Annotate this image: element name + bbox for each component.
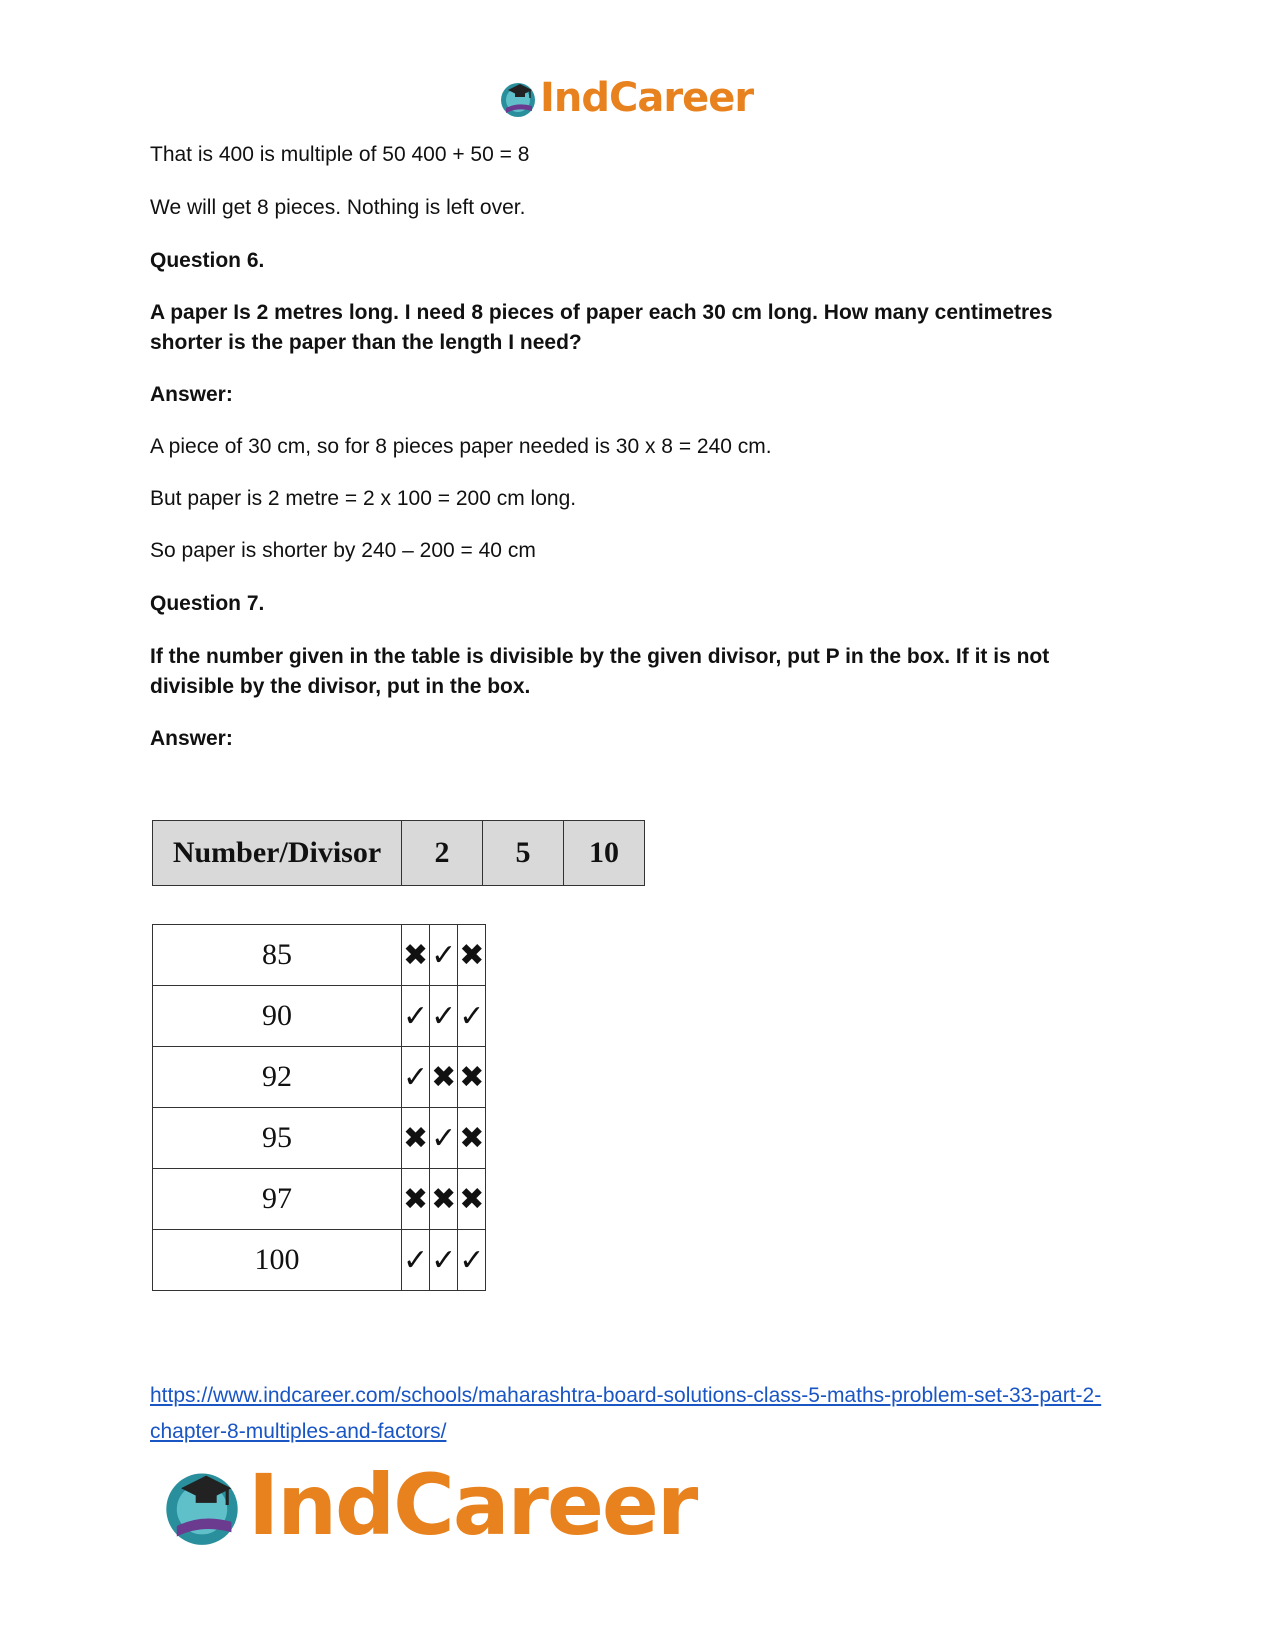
divisibility-mark: ✓ <box>458 986 486 1047</box>
table-body <box>152 924 486 1291</box>
question-6-answer-line-1: A piece of 30 cm, so for 8 pieces paper needed is 30 x 8 = 240 cm. <box>150 435 772 458</box>
header-divisor-2: 2 <box>402 821 483 886</box>
question-7-answer-label: Answer: <box>150 727 233 750</box>
divisibility-mark: ✓ <box>430 925 458 986</box>
divisibility-mark: ✖ <box>430 1047 458 1108</box>
question-6-text: A paper Is 2 metres long. I need 8 pieces of paper each 30 cm long. How many centimetres shorter is the paper than the length I need? <box>150 301 1053 354</box>
divisibility-mark: ✖ <box>430 1169 458 1230</box>
question-7-title: Question 7. <box>150 592 265 615</box>
table-row <box>153 925 486 986</box>
row-number: 100 <box>153 1230 402 1291</box>
paragraph-pieces-result: We will get 8 pieces. Nothing is left over. <box>150 196 526 219</box>
table-row <box>153 986 486 1047</box>
question-6-answer-line-2: But paper is 2 metre = 2 x 100 = 200 cm long. <box>150 487 577 510</box>
divisibility-mark: ✖ <box>458 1047 486 1108</box>
header-number-divisor: Number/Divisor <box>153 821 402 886</box>
table-row <box>153 1108 486 1169</box>
row-number: 90 <box>153 986 402 1047</box>
source-link[interactable]: https://www.indcareer.com/schools/maharashtra-board-solutions-class-5-maths-problem-set-33-part-2-chapter-8-multiples-and-factors/ <box>150 1384 1102 1443</box>
logo-bottom <box>160 1456 697 1554</box>
divisibility-mark: ✓ <box>402 986 430 1047</box>
header-divisor-10: 10 <box>564 821 645 886</box>
table-row <box>153 1169 486 1230</box>
table-row <box>153 1047 486 1108</box>
question-6-answer-line-3: So paper is shorter by 240 – 200 = 40 cm <box>150 539 536 562</box>
divisibility-mark: ✖ <box>458 1108 486 1169</box>
divisibility-mark: ✓ <box>458 1230 486 1291</box>
row-number: 97 <box>153 1169 402 1230</box>
question-6-answer-label: Answer: <box>150 383 233 406</box>
divisibility-table <box>152 820 645 1291</box>
logo-text: IndCareer <box>540 75 754 121</box>
paragraph-division-statement: That is 400 is multiple of 50 400 + 50 = 8 <box>150 143 530 166</box>
row-number: 92 <box>153 1047 402 1108</box>
row-number: 95 <box>153 1108 402 1169</box>
divisibility-mark: ✓ <box>430 1230 458 1291</box>
question-6-title: Question 6. <box>150 249 265 272</box>
table-header <box>152 820 645 886</box>
divisibility-mark: ✓ <box>430 986 458 1047</box>
table-row <box>153 1230 486 1291</box>
logo-text: IndCareer <box>248 1456 697 1554</box>
divisibility-mark: ✖ <box>402 925 430 986</box>
divisibility-mark: ✓ <box>402 1230 430 1291</box>
divisibility-mark: ✖ <box>458 1169 486 1230</box>
divisibility-mark: ✖ <box>458 925 486 986</box>
header-divisor-5: 5 <box>483 821 564 886</box>
divisibility-mark: ✖ <box>402 1169 430 1230</box>
divisibility-mark: ✓ <box>402 1047 430 1108</box>
divisibility-mark: ✓ <box>430 1108 458 1169</box>
graduation-cap-globe-icon <box>498 78 538 118</box>
logo-top <box>498 75 754 121</box>
graduation-cap-globe-icon <box>160 1463 244 1547</box>
question-7-text: If the number given in the table is divisible by the given divisor, put P in the box. If it is not divisible by the divisor, put in the box. <box>150 645 1050 698</box>
row-number: 85 <box>153 925 402 986</box>
divisibility-mark: ✖ <box>402 1108 430 1169</box>
